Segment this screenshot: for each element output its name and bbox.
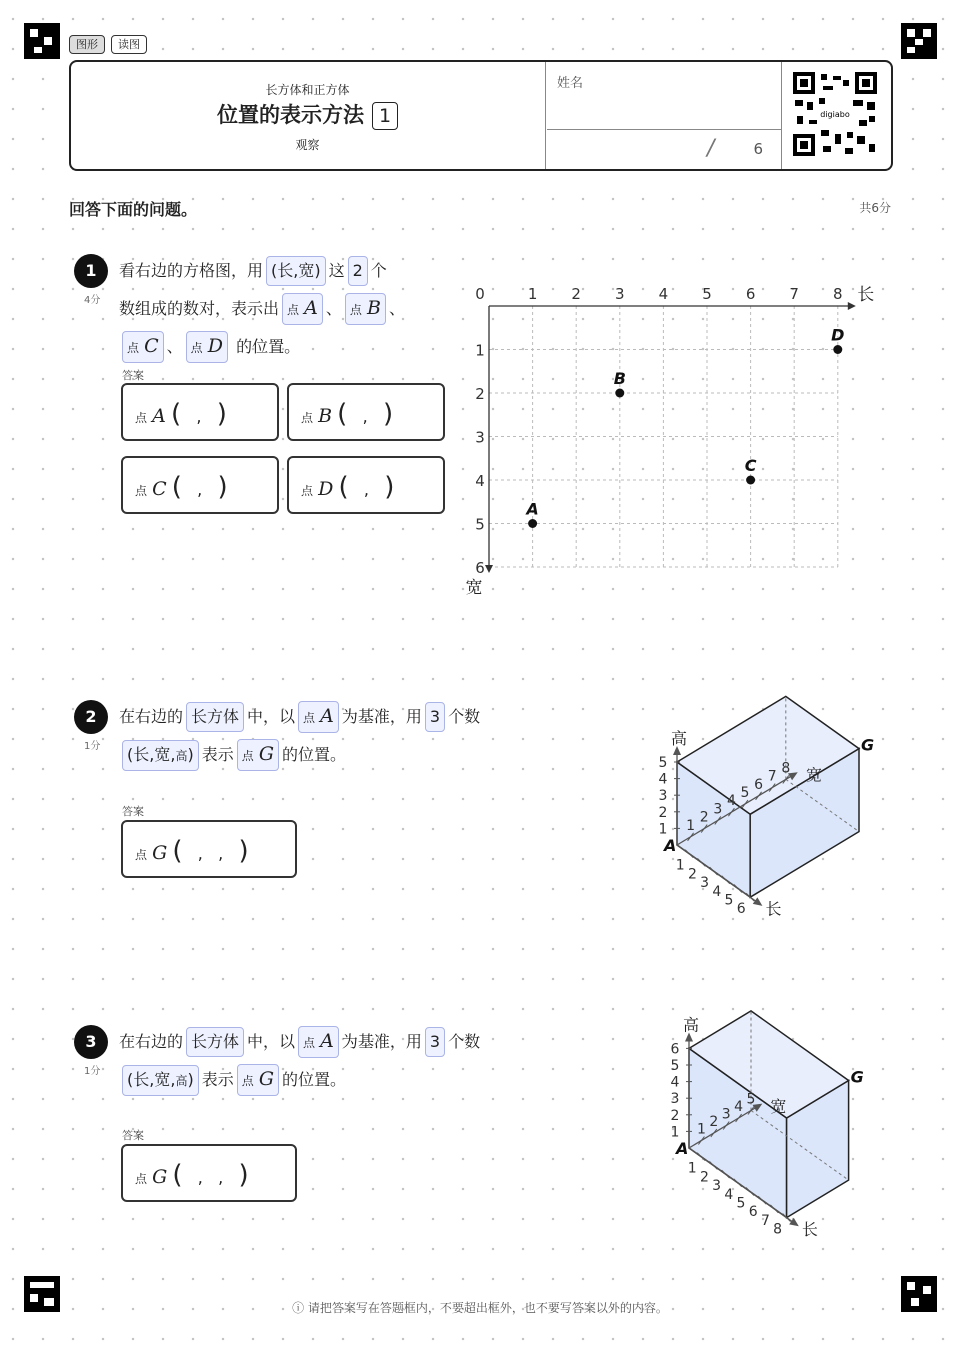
coordinate-grid xyxy=(0,0,960,620)
cuboid-figure-q3 xyxy=(620,1015,880,1270)
length-tick: 5 xyxy=(724,892,734,909)
instruction: 回答下面的问题。 xyxy=(69,200,198,219)
height-axis-label: 高 xyxy=(682,1015,700,1035)
point-d xyxy=(833,345,842,354)
question-2-number: 2 xyxy=(74,700,108,734)
height-tick: 2 xyxy=(658,804,668,821)
height-tick: 1 xyxy=(658,821,668,838)
y-tick-label: 3 xyxy=(475,428,485,447)
point-c xyxy=(746,476,755,485)
worksheet-title: 位置的表示方法 1 xyxy=(71,99,544,130)
x-axis-label: 长 xyxy=(857,285,875,305)
x-tick-label: 4 xyxy=(658,285,669,303)
tag-read-figure: 读图 xyxy=(111,35,147,54)
answer-box-point-d[interactable]: 点 D ( , ) xyxy=(287,456,445,514)
height-tick: 4 xyxy=(670,1074,680,1091)
footer-note: ⓘ 请把答案写在答题框内，不要超出框外，也不要写答案以外的内容。 xyxy=(292,1301,668,1315)
corner-g-label: G xyxy=(861,735,875,755)
x-tick-label: 3 xyxy=(615,285,625,303)
length-tick: 1 xyxy=(675,857,685,874)
answer-box-point-c[interactable]: 点 C ( , ) xyxy=(121,456,279,514)
unit-subtitle: 长方体和正方体 xyxy=(265,83,350,97)
answer-label: 答案 xyxy=(122,369,144,382)
answer-box-point-a[interactable]: 点 A ( , ) xyxy=(121,383,279,441)
width-tick: 1 xyxy=(696,1121,706,1138)
pair-chip: (长,宽) xyxy=(266,256,326,286)
length-tick: 1 xyxy=(687,1160,697,1177)
info-icon: ⓘ xyxy=(292,1301,305,1315)
answer-box-q3-point-g[interactable]: 点 G ( , , ) xyxy=(121,1144,297,1202)
answer-box-point-b[interactable]: 点 B ( , ) xyxy=(287,383,445,441)
point-label: C xyxy=(744,456,757,475)
length-tick: 5 xyxy=(736,1195,746,1212)
question-3-number: 3 xyxy=(74,1025,108,1059)
width-tick: 5 xyxy=(740,785,750,801)
answer-label: 答案 xyxy=(122,1129,144,1142)
question-1-text: 看右边的方格图，用 (长,宽) 这 2 个 数组成的数对，表示出 点 A 、 点 B 、 点 C 、 点 D 的位置。 xyxy=(119,252,459,366)
count-chip: 2 xyxy=(348,256,368,286)
point-label: B xyxy=(613,369,626,388)
question-1-number: 1 xyxy=(74,254,108,288)
total-points: 共6分 xyxy=(859,201,891,215)
name-score-box: 姓名 / 6 xyxy=(547,62,781,169)
height-tick: 5 xyxy=(670,1058,680,1074)
y-tick-label: 1 xyxy=(475,341,485,360)
x-tick-label: 1 xyxy=(527,285,538,303)
width-tick: 7 xyxy=(767,768,777,785)
length-axis-label: 长 xyxy=(765,899,782,919)
width-tick: 5 xyxy=(746,1091,756,1108)
length-tick: 2 xyxy=(687,866,697,883)
width-tick: 2 xyxy=(709,1114,719,1130)
length-tick: 3 xyxy=(700,875,710,892)
worksheet-mode: 观察 xyxy=(295,138,320,152)
qr-caption: digiabo xyxy=(820,110,850,119)
length-tick: 6 xyxy=(748,1204,758,1221)
height-tick: 2 xyxy=(670,1107,680,1124)
question-2-text: 在右边的 长方体 中，以 点 A 为基准，用 3 个数 (长,宽,高) 表示 点 G 的位置。 xyxy=(119,698,549,774)
corner-a-label: A xyxy=(676,1139,689,1158)
length-tick: 6 xyxy=(736,901,746,918)
width-axis-label: 宽 xyxy=(805,765,822,785)
corner-a-label: A xyxy=(664,836,677,855)
point-b xyxy=(615,389,624,398)
worksheet-number: 1 xyxy=(372,102,398,130)
height-tick: 3 xyxy=(658,788,668,805)
height-tick: 4 xyxy=(658,771,668,788)
x-tick-label: 2 xyxy=(571,285,581,303)
question-3-text: 在右边的 长方体 中，以 点 A 为基准，用 3 个数 (长,宽,高) 表示 点 G 的位置。 xyxy=(119,1023,549,1099)
height-tick: 5 xyxy=(658,755,668,771)
point-label: A xyxy=(526,499,539,519)
corner-g-label: G xyxy=(850,1067,864,1087)
length-tick: 3 xyxy=(712,1178,722,1195)
answer-box-q2-point-g[interactable]: 点 G ( , , ) xyxy=(121,820,297,878)
point-a xyxy=(528,519,537,528)
tag-shape: 图形 xyxy=(69,35,105,54)
x-tick-label: 7 xyxy=(789,285,799,303)
length-tick: 4 xyxy=(712,883,722,900)
width-tick: 4 xyxy=(726,793,736,810)
y-tick-label: 4 xyxy=(475,472,485,490)
x-tick-label: 8 xyxy=(833,285,843,303)
width-tick: 3 xyxy=(713,801,723,818)
cuboid-figure-q2 xyxy=(620,720,880,950)
height-tick: 1 xyxy=(670,1124,680,1141)
question-3-points: 1分 xyxy=(84,1066,101,1077)
width-tick: 1 xyxy=(686,817,696,834)
length-tick: 4 xyxy=(724,1186,734,1203)
length-tick: 2 xyxy=(699,1169,709,1186)
y-tick-label: 6 xyxy=(475,559,485,577)
height-tick: 6 xyxy=(670,1041,680,1058)
width-tick: 8 xyxy=(781,760,791,777)
width-tick: 3 xyxy=(721,1106,731,1123)
y-tick-label: 5 xyxy=(475,515,485,534)
y-axis-label: 宽 xyxy=(465,578,483,598)
answer-label: 答案 xyxy=(122,805,144,818)
y-tick-label: 2 xyxy=(475,385,485,403)
point-label: D xyxy=(831,325,845,345)
width-tick: 6 xyxy=(754,776,764,793)
score-total: 6 xyxy=(753,140,763,158)
width-tick: 4 xyxy=(734,1099,744,1115)
length-axis-label: 长 xyxy=(801,1219,818,1239)
width-tick: 2 xyxy=(699,809,709,826)
length-tick: 8 xyxy=(773,1221,783,1238)
length-tick: 7 xyxy=(760,1212,770,1229)
x-tick-label: 0 xyxy=(475,285,485,303)
height-tick: 3 xyxy=(670,1091,680,1108)
x-tick-label: 5 xyxy=(702,285,712,303)
x-tick-label: 6 xyxy=(745,285,756,303)
width-axis-label: 宽 xyxy=(770,1097,787,1116)
height-axis-label: 高 xyxy=(670,729,688,749)
question-2-points: 1分 xyxy=(84,741,101,752)
question-1-points: 4分 xyxy=(84,295,101,306)
name-label: 姓名 xyxy=(557,76,584,91)
